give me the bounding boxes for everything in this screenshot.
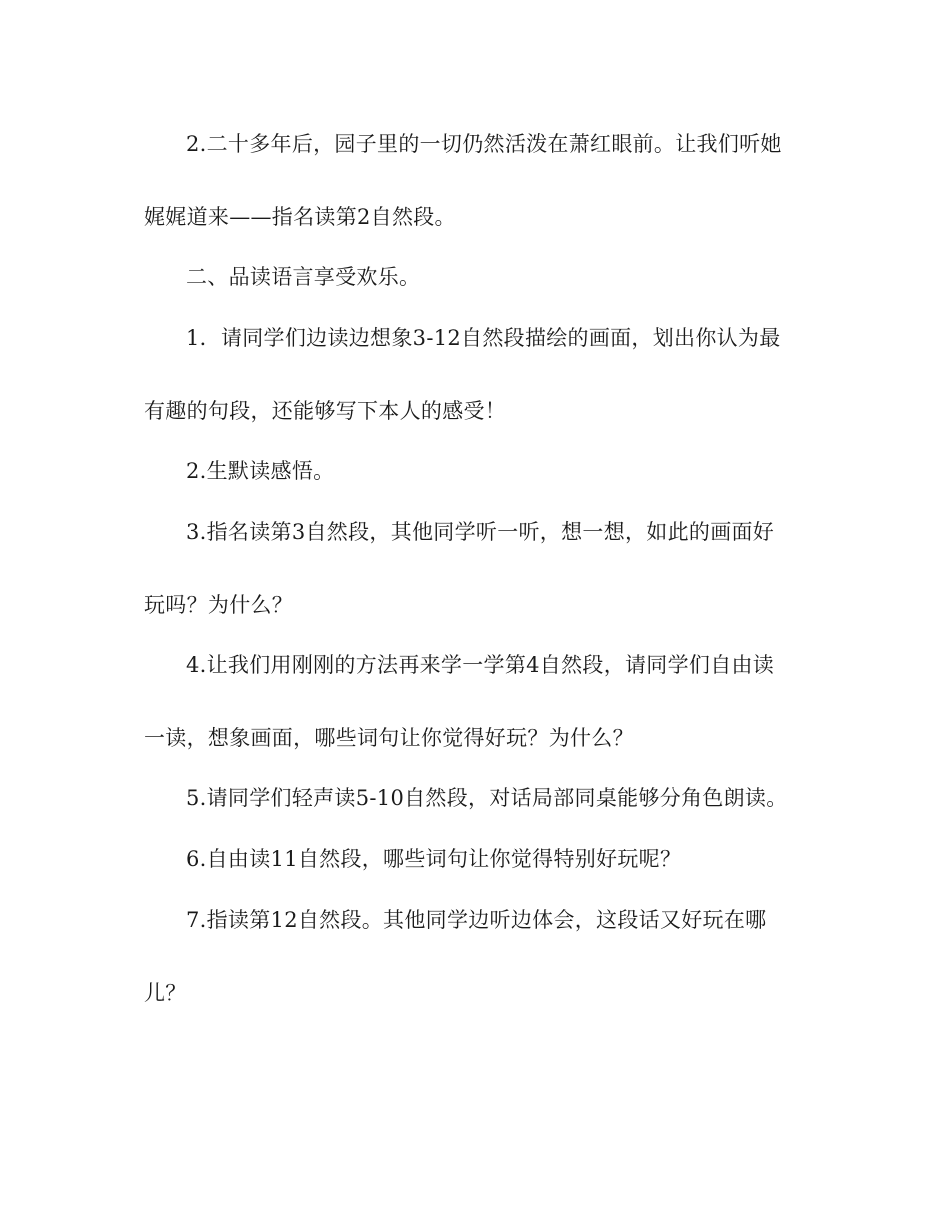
paragraph-line: 2.二十多年后，园子里的一切仍然活泼在萧红眼前。让我们听她 — [186, 132, 782, 156]
paragraph-line: 6.自由读11自然段，哪些词句让你觉得特别好玩呢？ — [186, 847, 682, 871]
paragraph-line: 玩吗？为什么？ — [144, 593, 294, 617]
paragraph-line: 2.生默读感悟。 — [186, 459, 335, 483]
paragraph-line: 有趣的句段，还能够写下本人的感受！ — [144, 399, 507, 423]
paragraph-line: 一读，想象画面，哪些词句让你觉得好玩？为什么？ — [144, 726, 634, 750]
paragraph-line: 7.指读第12自然段。其他同学边听边体会，这段话又好玩在哪 — [186, 908, 767, 932]
paragraph-line: 娓娓道来——指名读第2自然段。 — [144, 205, 456, 229]
paragraph-line: 3.指名读第3自然段，其他同学听一听，想一想，如此的画面好 — [186, 520, 775, 544]
section-heading: 二、品读语言享受欢乐。 — [186, 265, 421, 289]
paragraph-line: 5.请同学们轻声读5-10自然段，对话局部同桌能够分角色朗读。 — [186, 786, 788, 810]
paragraph-line: 1．请同学们边读边想象3-12自然段描绘的画面，划出你认为最 — [186, 326, 781, 350]
paragraph-line: 4.让我们用刚刚的方法再来学一学第4自然段，请同学们自由读 — [186, 653, 775, 677]
paragraph-line: 儿？ — [144, 981, 187, 1005]
